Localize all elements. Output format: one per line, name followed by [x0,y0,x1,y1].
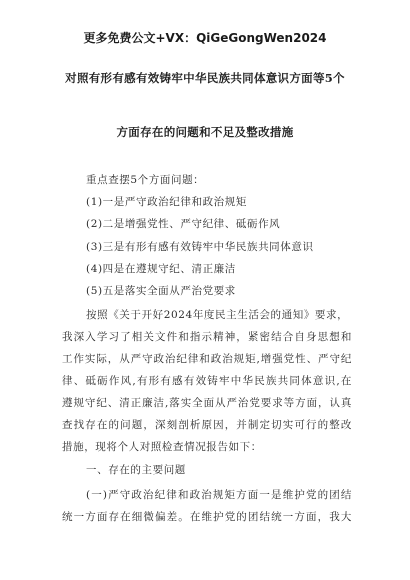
document-title-line-1: 对照有形有感有效铸牢中华民族共同体意识方面等5个 [65,71,345,85]
intro-text: 重点查摆5个方面问题： [86,174,205,186]
section-line: (一)严守政治纪律和政治规矩方面一是维护党的团结 [86,489,352,501]
list-item: (4)四是在遵规守纪、清正廉洁 [86,263,236,275]
document-title-line-2: 方面存在的问题和不足及整改措施 [116,125,294,139]
paragraph-line: 工作实际，从严守政治纪律和政治规矩,增强党性、严守纪 [62,353,352,365]
section-line: 统一方面存在细微偏差。在维护党的团结统一方面，我大 [62,511,352,523]
paragraph-line: 按照《关于开好2024年度民主生活会的通知》要求， [86,309,349,321]
section-heading: 一、存在的主要问题 [86,464,186,476]
paragraph-line: 我深入学习了相关文件和指示精神，紧密结合自身思想和 [62,331,352,343]
list-item: (3)三是有形有感有效铸牢中华民族共同体意识 [86,241,314,253]
watermark-header: 更多免费公文+VX：QiGeGongWen2024 [83,31,327,45]
list-item: (1)一是严守政治纪律和政治规矩 [86,196,247,208]
paragraph-line: 遵规守纪、清正廉洁,落实全面从严治党要求等方面，认真 [62,397,352,409]
paragraph-line: 律、砥砺作风,有形有感有效铸牢中华民族共同体意识,在 [62,375,352,387]
paragraph-line: 措施，现将个人对照检查情况报告如下： [62,441,262,453]
list-item: (2)二是增强党性、严守纪律、砥砺作风 [86,218,281,230]
paragraph-line: 查找存在的问题，深刻剖析原因，并制定切实可行的整改 [62,419,352,431]
list-item: (5)五是落实全面从严治党要求 [86,285,236,297]
